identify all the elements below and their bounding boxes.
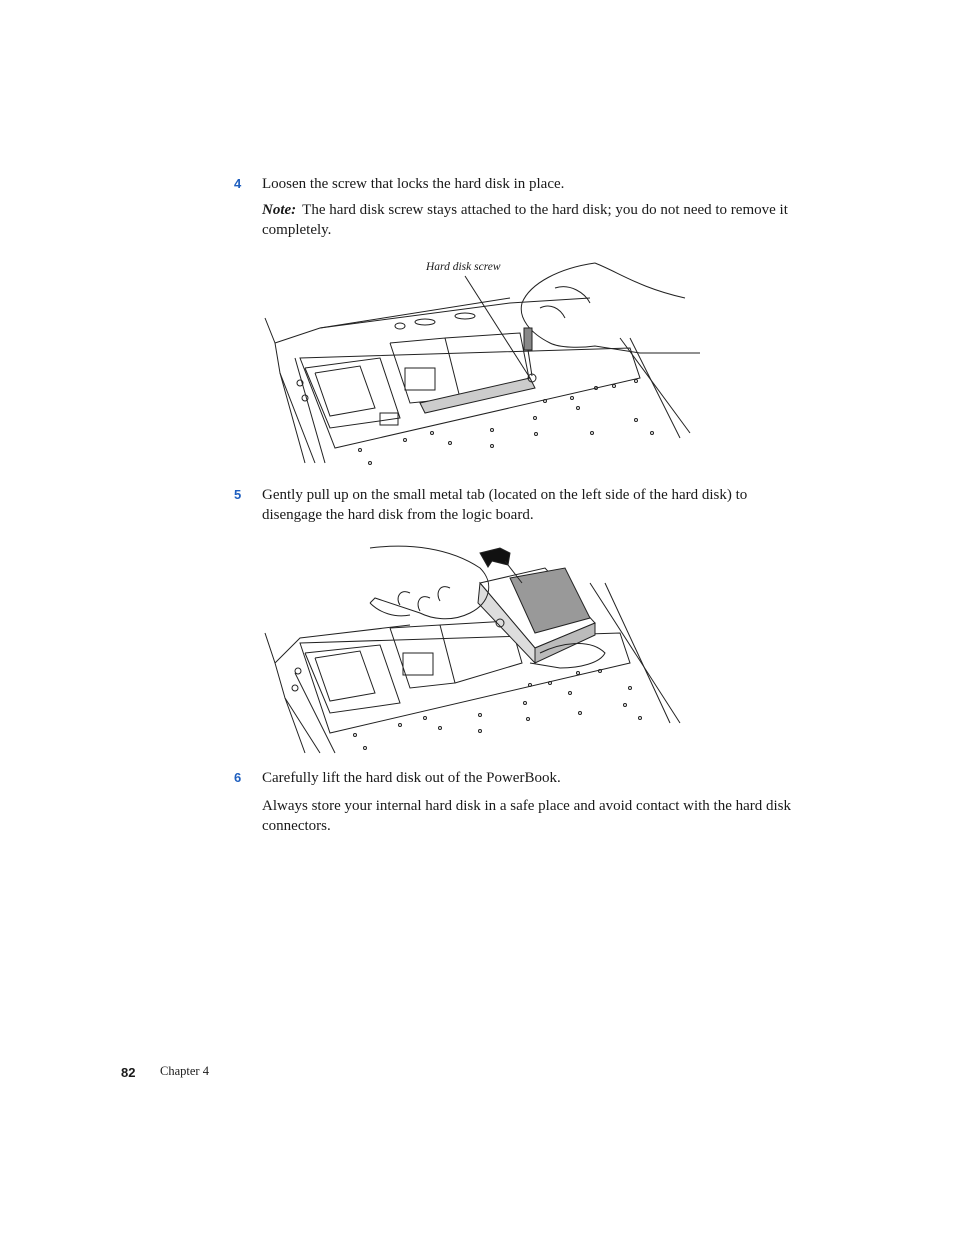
step-number-4: 4	[234, 176, 242, 191]
note-paragraph	[262, 200, 807, 240]
step-4-text: Loosen the screw that locks the hard disk in place.	[262, 176, 565, 192]
figure-disengage-disk	[260, 543, 690, 755]
chapter-label: Chapter 4	[160, 1064, 209, 1078]
step-5-text: Gently pull up on the small metal tab (located on the left side of the hard disk) to disengage the hard disk from the logic board.	[262, 487, 748, 523]
note-label: Note:	[262, 202, 297, 218]
step-number-5: 5	[234, 487, 242, 502]
step-6-text: Carefully lift the hard disk out of the PowerBook.	[262, 770, 561, 786]
note-text: The hard disk screw stays attached to the hard disk; you do not need to remove it completely.	[262, 202, 788, 238]
step-6-followup: Always store your internal hard disk in a safe place and avoid contact with the hard disk connectors.	[262, 798, 792, 834]
step-number-6: 6	[234, 770, 242, 785]
page-number: 82	[121, 1065, 136, 1080]
figure-loosen-screw	[260, 258, 710, 473]
hard-disk-screw-callout: Hard disk screw	[426, 261, 501, 273]
